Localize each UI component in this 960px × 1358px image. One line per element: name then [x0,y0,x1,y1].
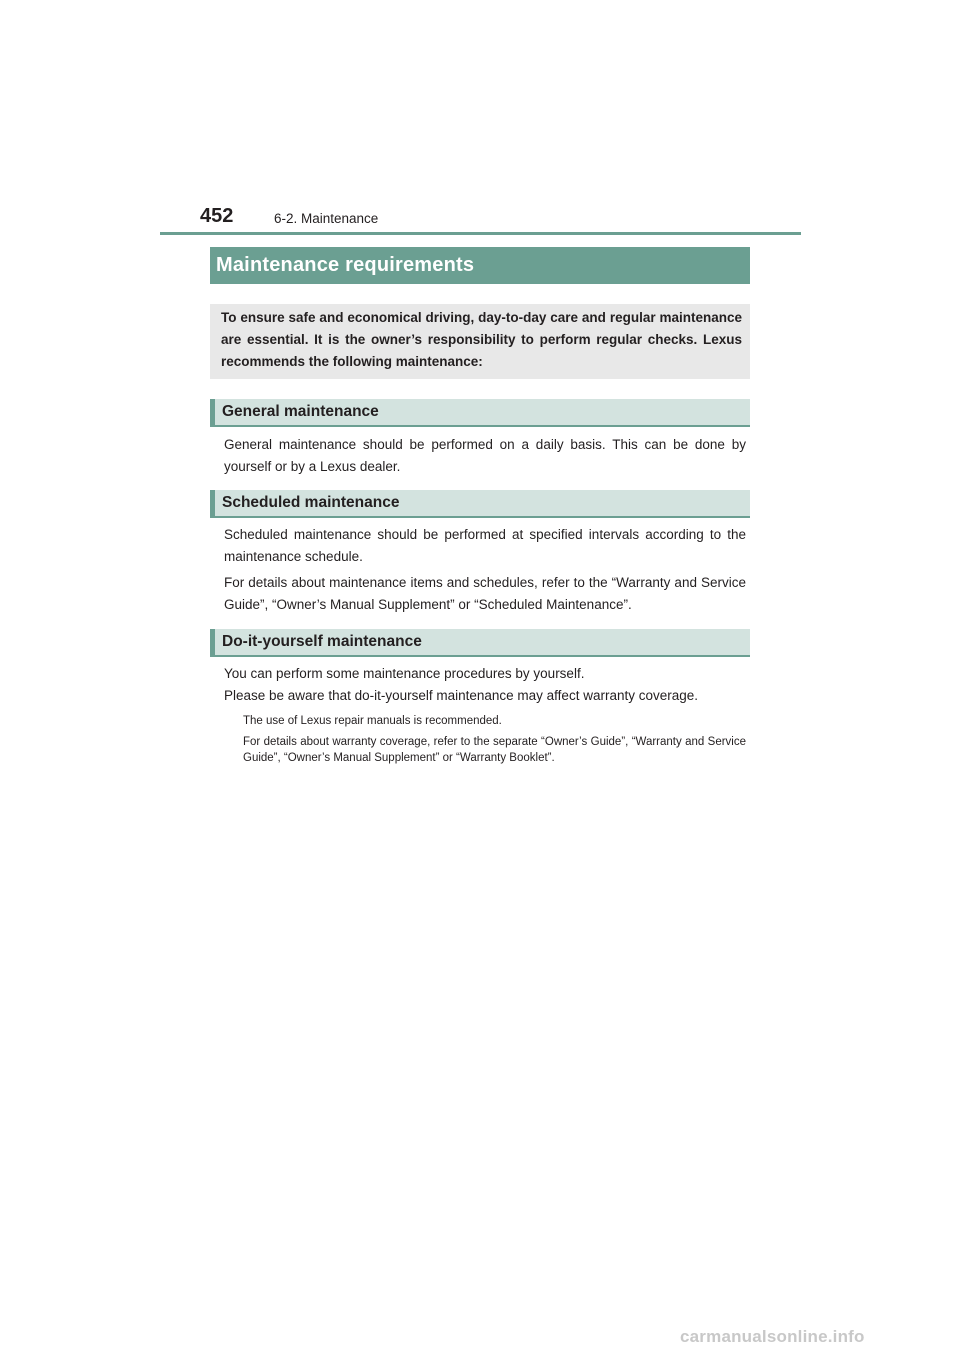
title-bar [210,247,750,284]
section-label: 6-2. Maintenance [274,211,379,226]
general-maintenance-heading-label: General maintenance [222,403,379,420]
scheduled-maintenance-text-1: Scheduled maintenance should be performed at specified intervals according to the maintenance schedule. [224,527,746,564]
intro-text: To ensure safe and economical driving, day-to-day care and regular maintenance are essential. It is the owner’s responsibility to perform regular checks. Lexus recommends the following maintenance: [221,310,742,369]
scheduled-maintenance-text-2: For details about maintenance items and schedules, refer to the “Warranty and Service Guide”, “Owner’s Manual Supplement” or “Scheduled Maintenance”. [224,575,746,612]
intro-box [210,304,750,379]
page-number: 452 [200,205,234,227]
diy-note-2: For details about warranty coverage, refer to the separate “Owner’s Guide”, “Warranty and Service Guide”, “Owner’s Manual Supplement” or “Warranty Booklet”. [243,736,746,764]
watermark: carmanualsonline.info [680,1327,865,1346]
diy-maintenance-text-2: Please be aware that do-it-yourself maintenance may affect warranty coverage. [224,688,698,703]
header-rule [160,232,801,235]
general-maintenance-heading [210,399,750,427]
diy-maintenance-heading-label: Do-it-yourself maintenance [222,633,422,650]
diy-maintenance-heading [210,629,750,657]
scheduled-maintenance-heading [210,490,750,518]
page-title: Maintenance requirements [216,254,475,276]
diy-maintenance-text-1: You can perform some maintenance procedures by yourself. [224,666,585,681]
diy-note-1: The use of Lexus repair manuals is recommended. [243,715,502,727]
general-maintenance-text: General maintenance should be performed on a daily basis. This can be done by yourself or by a Lexus dealer. [224,437,746,474]
scheduled-maintenance-heading-label: Scheduled maintenance [222,494,400,511]
